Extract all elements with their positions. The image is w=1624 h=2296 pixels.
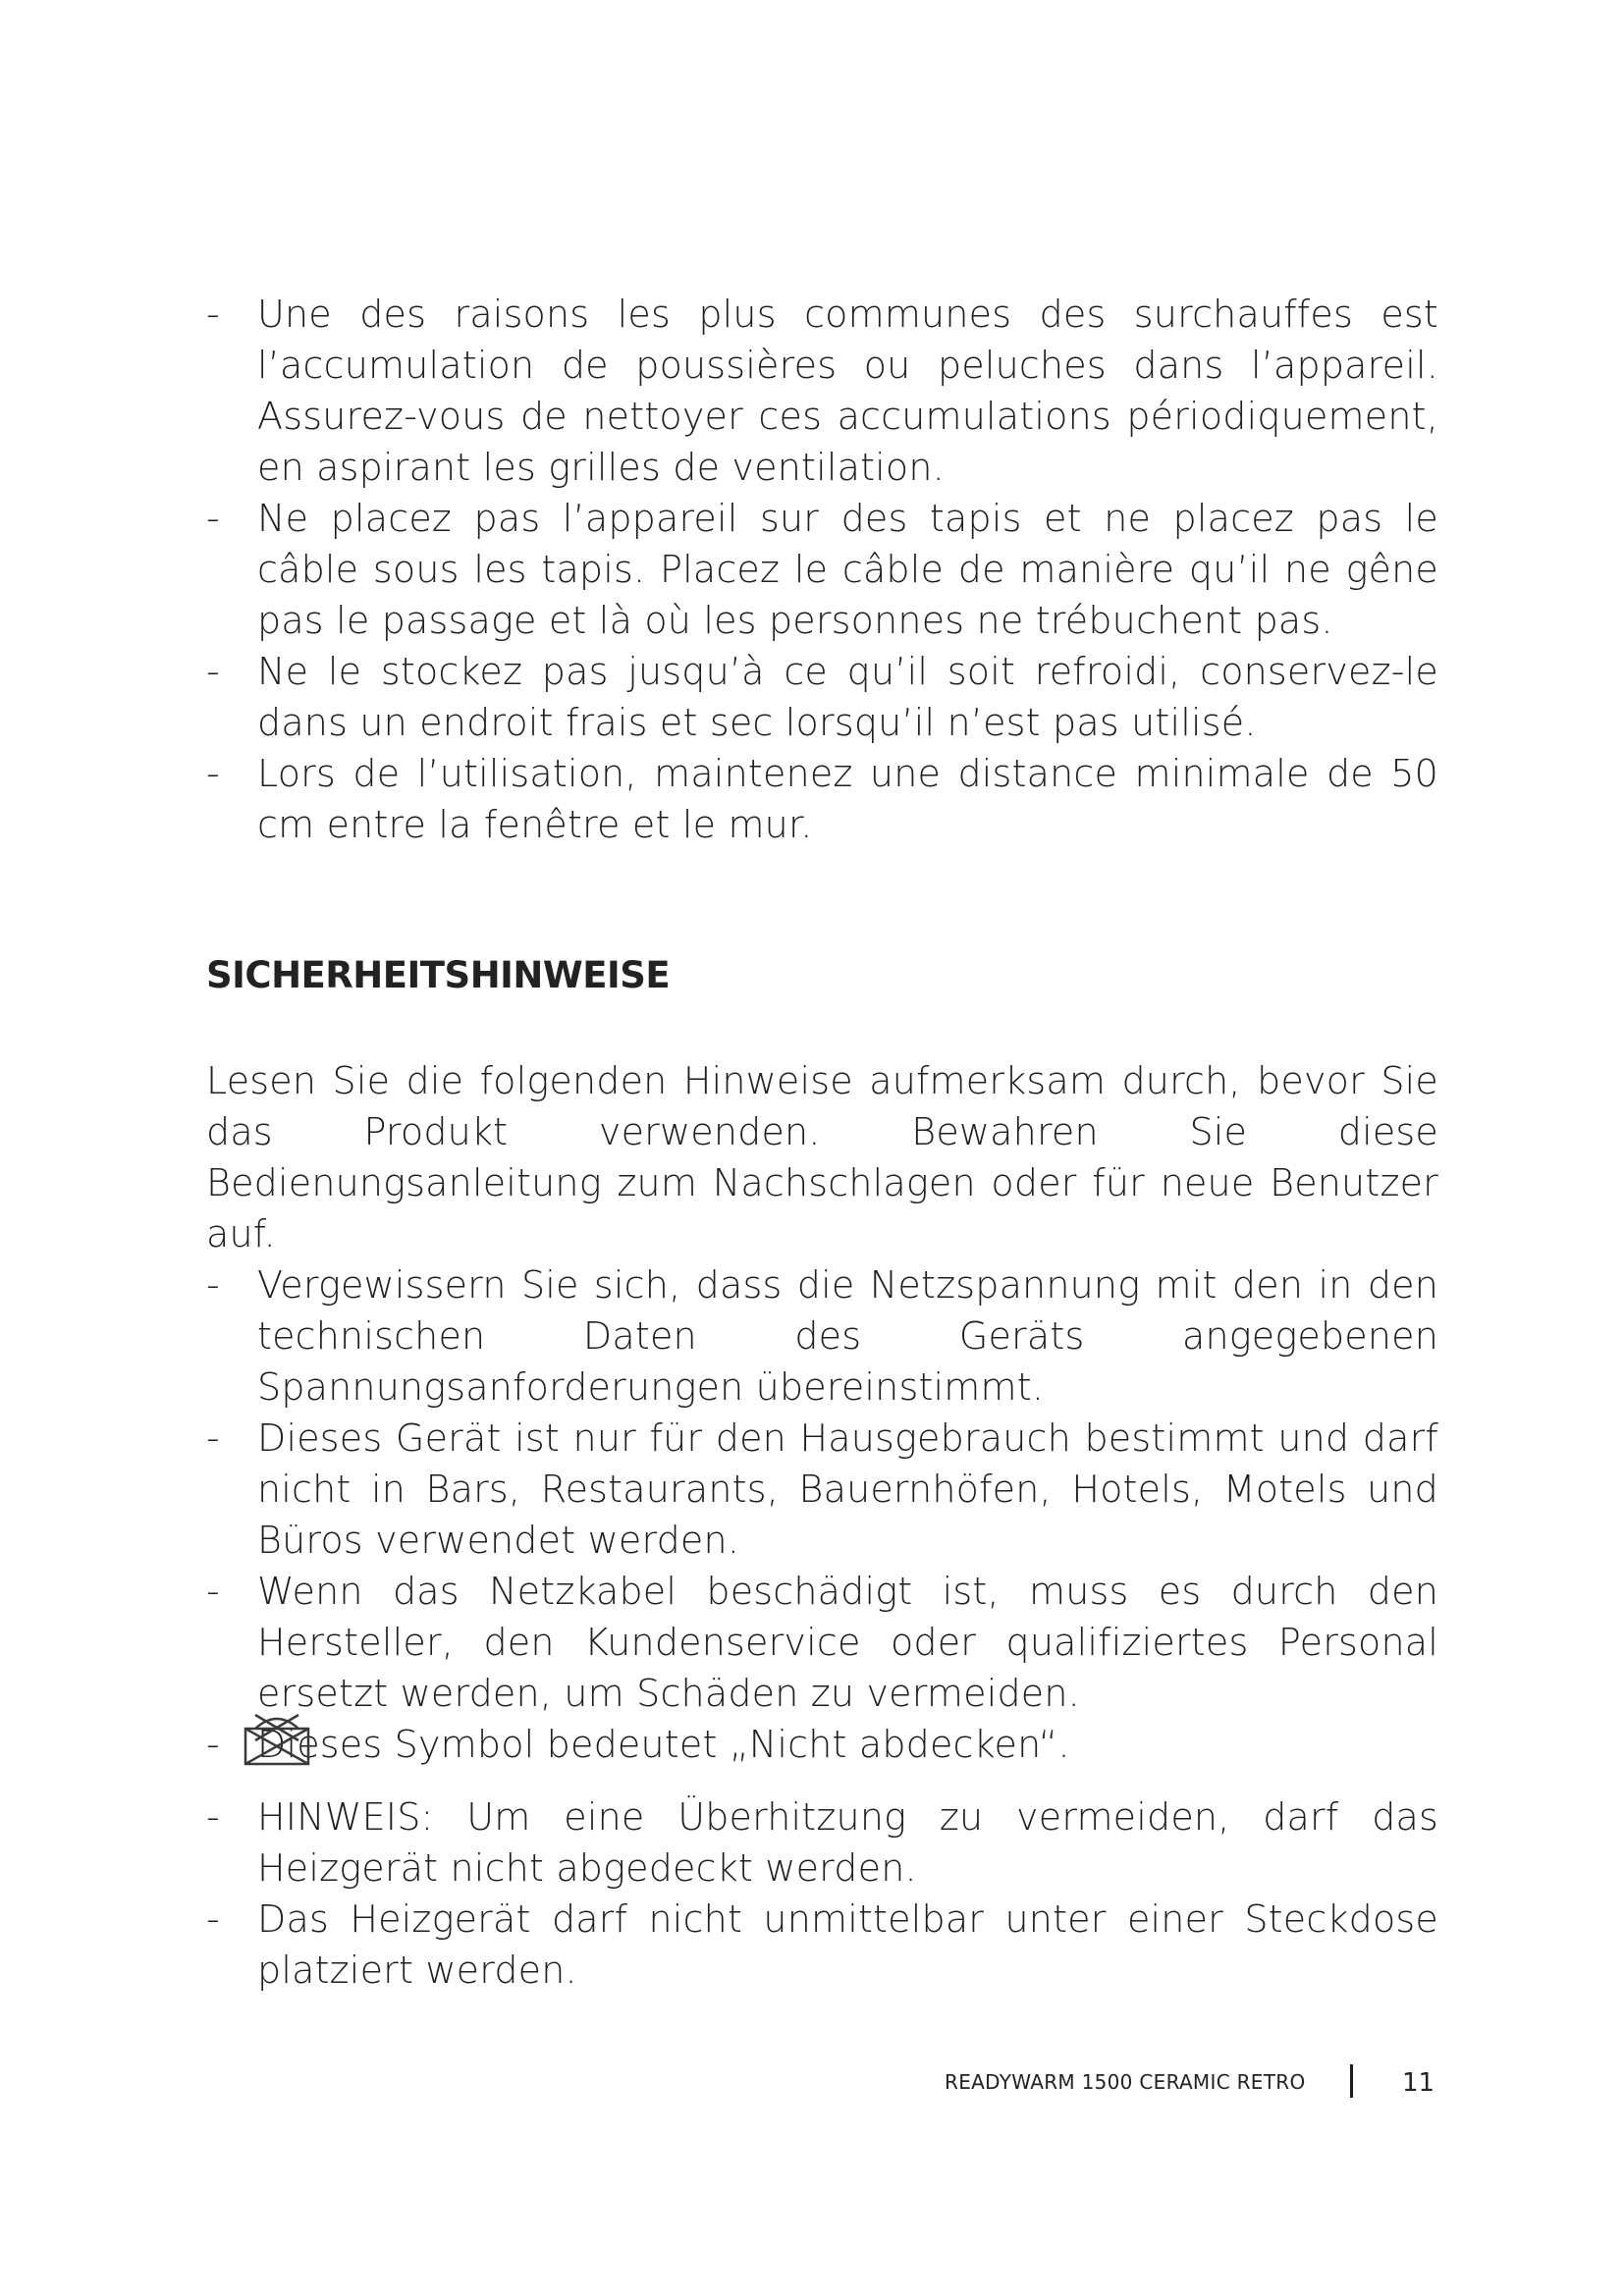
list-item: [206, 646, 1438, 748]
bullet: -: [206, 497, 220, 540]
symbol-word-wrap: [257, 1719, 340, 1770]
list-item-text: Une des raisons les plus communes des surchauffes est l’accumulation de poussières ou peluches dans l’appareil. Assurez-vous de nettoyer ces accumulations périodiquement, en aspirant les grilles de ventilation.: [257, 293, 1438, 489]
bullet: -: [206, 293, 220, 336]
list-item-text: Wenn das Netzkabel beschädigt ist, muss es durch den Hersteller, den Kundenservice oder qualifiziertes Personal ersetzt werden, um Schäden zu vermeiden.: [257, 1570, 1438, 1715]
bullet: -: [206, 650, 220, 693]
intro-paragraph: Lesen Sie die folgenden Hinweise aufmerksam durch, bevor Sie das Produkt verwenden. Bewahren Sie diese Bedienungsanleitung zum Nachschlagen oder für neue Benutzer auf.: [206, 1059, 1438, 1255]
list-item-symbol: [206, 1719, 1438, 1770]
french-list: [206, 289, 1438, 850]
list-item-text: Das Heizgerät darf nicht unmittelbar unter einer Steckdose platziert werden.: [257, 1897, 1438, 1992]
bullet: -: [206, 752, 220, 795]
list-item-text: HINWEIS: Um eine Überhitzung zu vermeiden, darf das Heizgerät nicht abgedeckt werden.: [257, 1795, 1438, 1890]
section-heading: SICHERHEITSHINWEISE: [206, 954, 671, 996]
list-item: [206, 1894, 1438, 1996]
list-item: [206, 289, 1438, 493]
list-item-text: Ne placez pas l’appareil sur des tapis et ne placez pas le câble sous les tapis. Placez le câble de manière qu’il ne gêne pas le passage et là où les personnes ne trébuchent pas.: [257, 497, 1438, 642]
german-section: [206, 1055, 1438, 1996]
list-item-text: es Symbol bedeutet „Nicht abdecken“.: [339, 1723, 1070, 1766]
list-item-text: Ne le stockez pas jusqu’à ce qu’il soit refroidi, conservez-le dans un endroit frais et sec lorsqu’il n’est pas utilisé.: [257, 650, 1438, 744]
list-item: [206, 1413, 1438, 1566]
bullet: -: [206, 1897, 220, 1941]
bullet: -: [206, 1795, 220, 1839]
bullet: -: [206, 1570, 220, 1613]
list-item: [206, 748, 1438, 850]
bullet: -: [206, 1263, 220, 1307]
list-item-text: Dieses Gerät ist nur für den Hausgebrauch bestimmt und darf nicht in Bars, Restaurants, Bauernhöfen, Hotels, Motels und Büros verwendet werden.: [257, 1416, 1438, 1562]
list-item: [206, 1791, 1438, 1894]
footer-divider: [1350, 2064, 1353, 2098]
symbol-prefix-text: Dies: [257, 1723, 340, 1766]
bullet: -: [206, 1416, 220, 1460]
page-number: 11: [1402, 2068, 1435, 2098]
no-cover-icon: [242, 1711, 312, 1768]
list-item: [206, 1566, 1438, 1719]
german-list: [206, 1259, 1438, 1996]
list-item-text: Lors de l’utilisation, maintenez une distance minimale de 50 cm entre la fenêtre et le mur.: [257, 752, 1438, 846]
bullet: -: [206, 1723, 220, 1766]
french-section: [206, 289, 1438, 850]
list-item-text: Vergewissern Sie sich, dass die Netzspannung mit den in den technischen Daten des Geräts angegebenen Spannungsanforderungen übereinstimmt.: [257, 1263, 1438, 1409]
list-item: [206, 493, 1438, 646]
list-item: [206, 1259, 1438, 1413]
footer-product-name: READYWARM 1500 CERAMIC RETRO: [945, 2070, 1306, 2094]
